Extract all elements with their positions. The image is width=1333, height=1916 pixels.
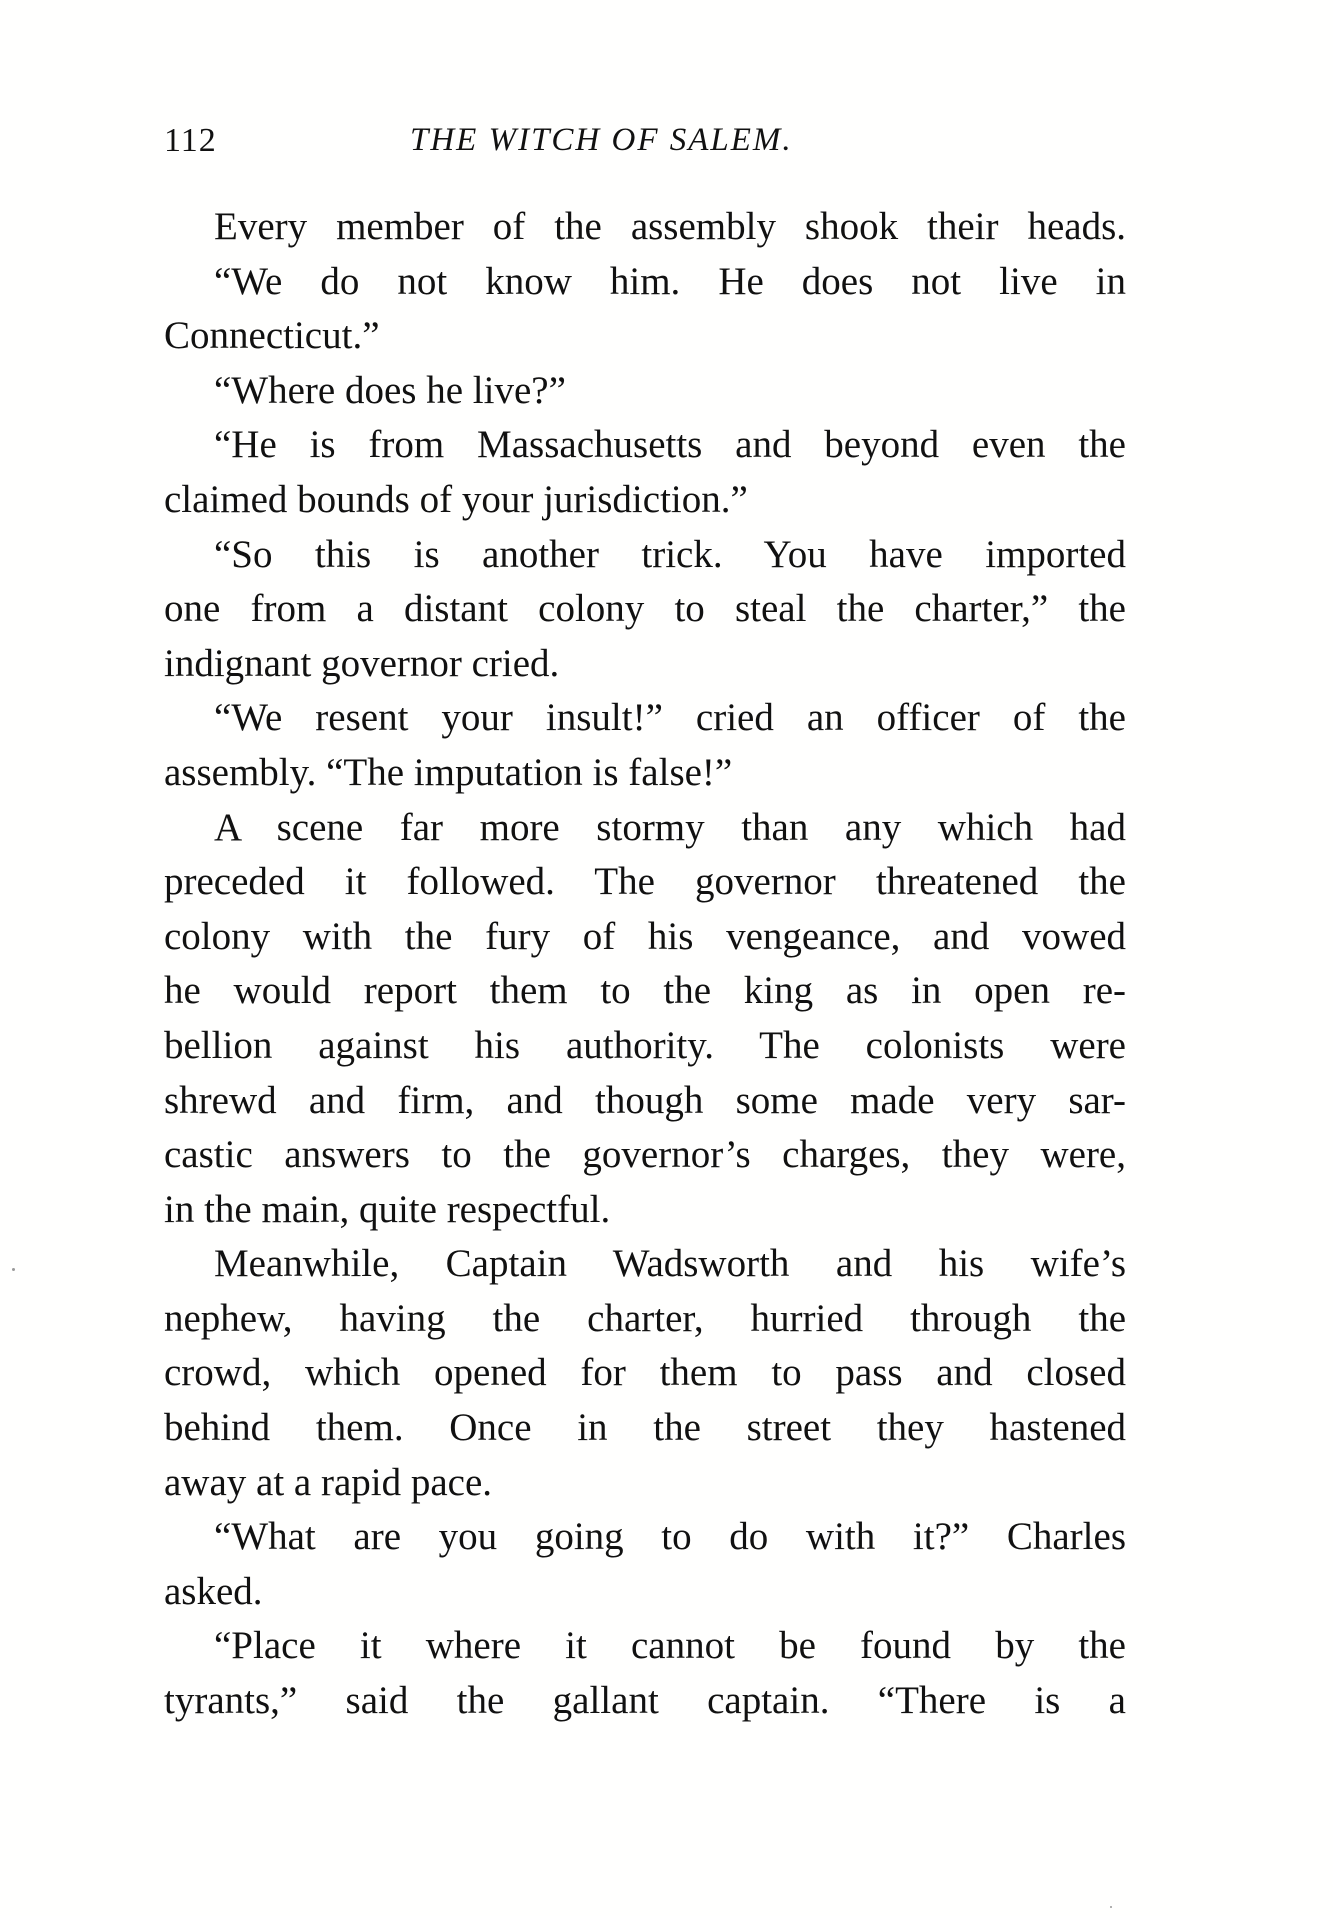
text-line: crowd, which opened for them to pass and closed xyxy=(164,1351,1126,1395)
text-line: A scene far more stormy than any which had xyxy=(214,805,1126,849)
text-line: one from a distant colony to steal the charter,” the xyxy=(164,587,1126,631)
running-title: THE WITCH OF SALEM. xyxy=(410,122,793,158)
text-line: Meanwhile, Captain Wadsworth and his wife’s xyxy=(214,1242,1126,1286)
text-line: asked. xyxy=(164,1569,263,1613)
text-line: he would report them to the king as in open re- xyxy=(164,969,1126,1013)
page-header xyxy=(164,122,1124,166)
text-line: Every member of the assembly shook their heads. xyxy=(214,205,1126,248)
text-line: castic answers to the governor’s charges, they were, xyxy=(164,1133,1126,1177)
text-line: “Place it where it cannot be found by the xyxy=(214,1624,1126,1668)
text-line: nephew, having the charter, hurried through the xyxy=(164,1296,1126,1340)
text-line: “He is from Massachusetts and beyond even the xyxy=(214,423,1126,467)
paper-speck xyxy=(12,1268,15,1271)
paper-speck xyxy=(1110,1906,1112,1908)
text-line: “So this is another trick. You have imported xyxy=(214,532,1126,576)
text-line: “What are you going to do with it?” Charles xyxy=(214,1515,1126,1559)
body-text xyxy=(164,200,1126,1729)
text-line: away at a rapid pace. xyxy=(164,1460,493,1504)
text-line: preceded it followed. The governor threatened the xyxy=(164,860,1126,904)
text-line: indignant governor cried. xyxy=(164,641,560,685)
text-line: shrewd and firm, and though some made very sar- xyxy=(164,1078,1126,1122)
text-line: “We do not know him. He does not live in xyxy=(214,259,1126,303)
text-line: bellion against his authority. The colonists were xyxy=(164,1023,1126,1067)
text-line: behind them. Once in the street they hastened xyxy=(164,1406,1126,1450)
text-line: colony with the fury of his vengeance, and vowed xyxy=(164,914,1126,958)
text-line: claimed bounds of your jurisdiction.” xyxy=(164,477,748,521)
text-line: Connecticut.” xyxy=(164,314,380,358)
page-number: 112 xyxy=(164,122,217,159)
text-line: “Where does he live?” xyxy=(214,368,566,412)
text-line: in the main, quite respectful. xyxy=(164,1187,611,1231)
text-line: “We resent your insult!” cried an officer of the xyxy=(214,696,1126,740)
text-line: tyrants,” said the gallant captain. “There is a xyxy=(164,1679,1126,1723)
text-line: assembly. “The imputation is false!” xyxy=(164,750,733,794)
